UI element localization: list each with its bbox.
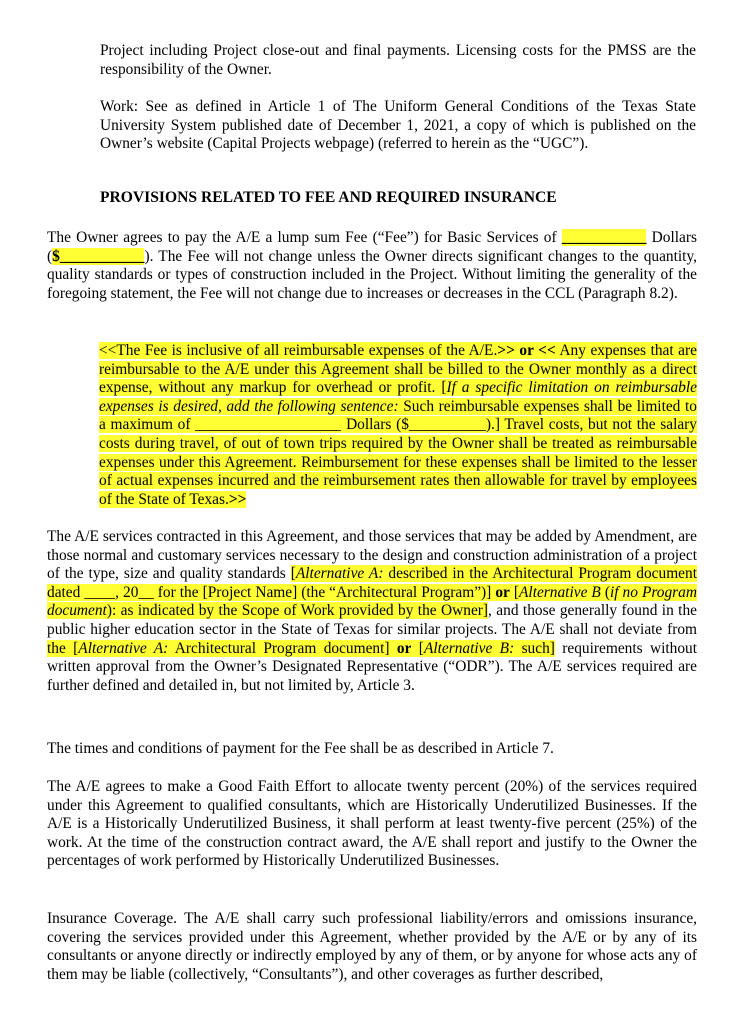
reimb-instruction: If a specific limitation on reimbursable expenses is desired, add the following sentence: bbox=[99, 379, 697, 415]
services-alt2-a-text: Architectural Program document] bbox=[168, 639, 397, 657]
services-alt2-open: the [ bbox=[47, 639, 79, 657]
reimb-max-blank: ___________________ bbox=[195, 416, 342, 434]
paragraph-payment-times: The times and conditions of payment for the Fee shall be as described in Article 7. bbox=[47, 740, 554, 757]
services-or-2: or bbox=[396, 639, 412, 657]
services-alt-b-label: Alternative B bbox=[519, 583, 601, 601]
services-alt-a-text: described in the Architectural Program document dated ____, 20__ for the [Project Name] (the “Architectural Program”)] bbox=[47, 565, 697, 601]
reimb-text-5: Dollars ($ bbox=[341, 416, 409, 434]
fee-dollars-blank: $___________ bbox=[52, 247, 145, 265]
fee-text-2: Dollars ( bbox=[47, 229, 697, 265]
paragraph-reimbursable-expenses bbox=[99, 342, 697, 509]
paragraph-fee bbox=[47, 229, 697, 303]
services-alt2-b-open: [ bbox=[411, 639, 424, 657]
paragraph-hub-good-faith: The A/E agrees to make a Good Faith Effort to allocate twenty percent (20%) of the services required under this Agreement to qualified consultants, which are Historically Underutilized Businesses. If the A/E is a Historically Underutilized Business, it shall perform at least twenty-five percent (25%) of the work. At the time of the construction contract award, the A/E shall report and justify to the Owner the percentages of work performed by Historically Underutilized Businesses. bbox=[47, 778, 697, 870]
section-heading: PROVISIONS RELATED TO FEE AND REQUIRED INSURANCE bbox=[100, 189, 557, 206]
services-alt-b-open: [ bbox=[509, 583, 520, 601]
paragraph-insurance-coverage: Insurance Coverage. The A/E shall carry such professional liability/errors and omissions insurance, covering the services provided under this Agreement, whether provided by the A/E or by any of its consultants or anyone directly or indirectly employed by any of them, or by anyone for whose acts any of them may be liable (collectively, “Consultants”), and other coverages as further described, bbox=[47, 910, 697, 983]
fee-amount-blank: ___________ bbox=[561, 229, 647, 246]
services-alt-b-paren: ( bbox=[600, 583, 610, 601]
reimb-text-4: Such reimbursable expenses shall be limited to a maximum of bbox=[99, 397, 697, 434]
services-alt-b-note: if no Program document bbox=[47, 583, 697, 620]
paragraph-services bbox=[47, 528, 697, 695]
services-text-3: requirements without written approval from the Owner’s Designated Representative (“ODR”). The A/E services required are further defined and detailed in, but not limited by, Article 3. bbox=[47, 639, 697, 694]
services-alt-a-label: Alternative A: bbox=[295, 565, 384, 583]
reimb-dollars-blank: __________ bbox=[408, 416, 486, 434]
services-alt2-b-label: Alternative B: bbox=[423, 639, 515, 657]
services-text-1: The A/E services contracted in this Agreement, and those services that may be added by Amendment, are those normal and customary services necessary to the design and construction administration of a project of the type, size and quality standards bbox=[47, 528, 697, 583]
services-text-2: , and those generally found in the public higher education sector in the State of Texas for similar projects. The A/E shall not deviate from bbox=[47, 602, 697, 638]
paragraph-project-closeout: Project including Project close-out and final payments. Licensing costs for the PMSS are the responsibility of the Owner. bbox=[100, 42, 696, 78]
services-alt2-a-label: Alternative A: bbox=[78, 639, 169, 657]
reimb-or-marker: >> or << bbox=[497, 342, 556, 359]
reimb-close-marker: >> bbox=[228, 490, 247, 508]
reimb-text-1: <<The Fee is inclusive of all reimbursable expenses of the A/E. bbox=[99, 342, 498, 359]
services-alt2-b-text: such] bbox=[514, 639, 555, 657]
services-alt-a-open: [ bbox=[290, 565, 296, 583]
services-or-1: or bbox=[495, 583, 510, 601]
fee-text-1: The Owner agrees to pay the A/E a lump sum Fee (“Fee”) for Basic Services of bbox=[47, 229, 562, 246]
fee-text-3: ). The Fee will not change unless the Owner directs significant changes to the quantity, quality standards or types of construction included in the Project. Without limiting the generality of the foregoing statement, the Fee will not change due to increases or decreases in the CCL (Paragraph 8.2). bbox=[47, 247, 697, 302]
services-alt-b-text: ): as indicated by the Scope of Work provided by the Owner] bbox=[106, 602, 489, 620]
reimb-text-6: ).] Travel costs, but not the salary costs during travel, of out of town trips required by the Owner shall be treated as reimbursable expenses under this Agreement. Reimbursement for these expenses shall be limited to the lesser of actual expenses incurred and the reimbursement rates then allowable for travel by employees of the State of Texas. bbox=[99, 416, 697, 508]
reimb-text-2: Any expenses that are reimbursable to the A/E under this Agreement shall be billed to the Owner monthly as a direct expense, without any markup for overhead or profit. [ bbox=[99, 342, 697, 397]
paragraph-work-definition: Work: See as defined in Article 1 of The Uniform General Conditions of the Texas State University System published date of December 1, 2021, a copy of which is published on the Owner’s website (Capital Projects webpage) (referred to herein as the “UGC”). bbox=[100, 98, 696, 153]
